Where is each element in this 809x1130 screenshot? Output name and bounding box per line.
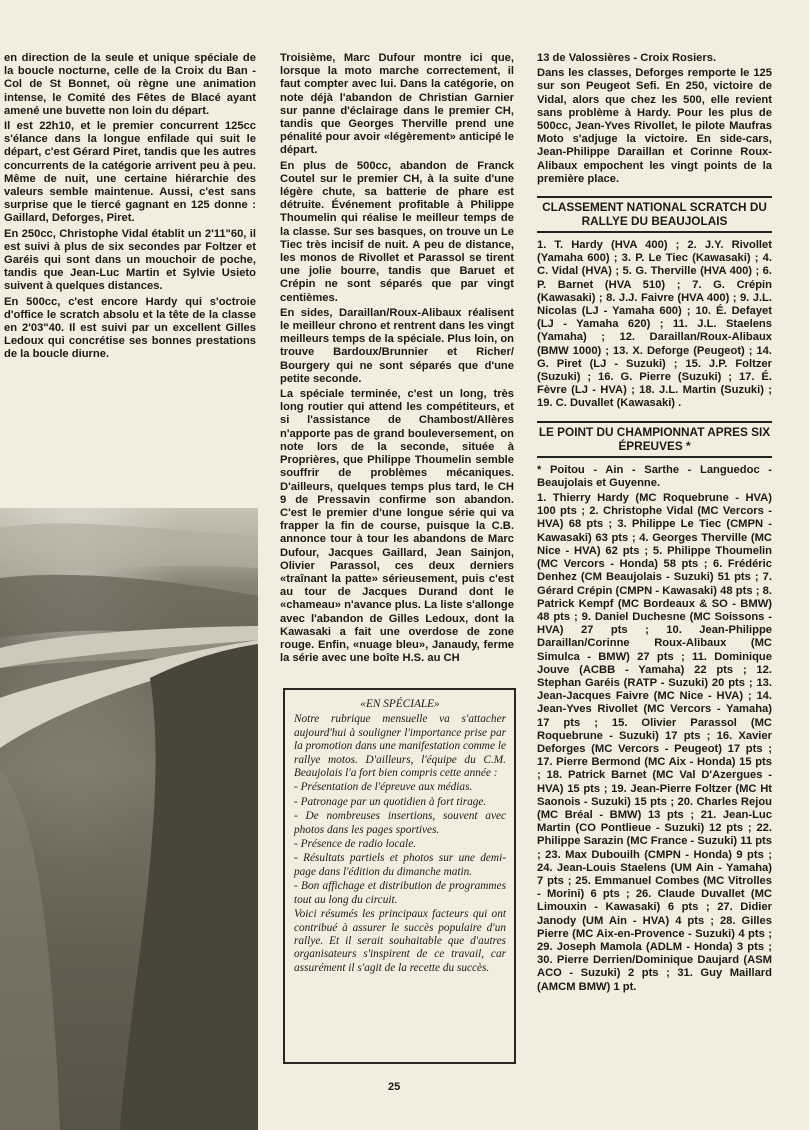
insert-paragraph: - Présentation de l'épreuve aux médias. bbox=[294, 781, 473, 794]
article-paragraph: La spéciale terminée, c'est un long, très long routier qui attend les compétiteurs, et si l'assistance de Chambost/Allères n'apporte pas de grand bouleversement, on note lors de la seconde, située à Proprières, que Philippe Thoumelin semble souffrir de problèmes mécaniques. D'ailleurs, quelques temps plus tard, le CH 9 de Pressavin confirme son abandon. C'est le premier d'une longue série qui va frapper la fin de course, puisque la C.B. annonce tour à tour les abandons de Marc Dufour, Jacques Gaillard, Jean Sainjon, Olivier Parassol, ces deux derniers «traînant la patte» sérieusement, puis c'est au tour de Jacques Durand dont le «chameau» n'avance plus. La liste s'allonge avec l'abandon de Gilles Ledoux, dont la Kawasaki a fait une overdose de zone rouge. Enfin, «nuage bleu», Janaudy, ferme la série avec une boîte H.S. au CH bbox=[280, 388, 514, 665]
insert-paragraph: Voici résumés les principaux facteurs qui ont contribué à assurer le succès populaire d'un rallye. Et il serait souhaitable que d'autres organisateurs s'inspirent de ce travail, car assurément il s'agit de la recette du succès. bbox=[294, 908, 506, 974]
article-paragraph: en direction de la seule et unique spéciale de la boucle nocturne, celle de la Croix du Ban - Col de St Bonnet, où règne une animation intense, le Comité des Fêtes de Blacé ayant amené une buvette non loin du départ. bbox=[4, 52, 256, 117]
insert-paragraph: - De nombreuses insertions, souvent avec photos dans les pages sportives. bbox=[294, 810, 506, 836]
insert-paragraph: - Résultats partiels et photos sur une demi-page dans l'édition du dimanche matin. bbox=[294, 852, 506, 878]
article-paragraph: En 250cc, Christophe Vidal établit un 2'11"60, il est suivi à plus de six secondes par Foltzer et Garéis qui sont dans un mouchoir de poche, tandis que Jean-Luc Martin et Sylvie Usieto suivent à quelques distances. bbox=[4, 227, 256, 293]
championnat-list: 1. Thierry Hardy (MC Roquebrune - HVA) 100 pts ; 2. Christophe Vidal (MC Vercors - HVA) 68 pts ; 3. Philippe Le Tiec (CMPN - Kawasaki) 63 pts ; 4. Georges Therville (MC Nice - HVA) 62 pts ; 5. Philippe Thoumelin (MC Vercors - Honda) 58 pts ; 6. Frédéric Denhez (CM Beaujolais - Suzuki) 51 pts ; 7. Gérard Crépin (CMPN - Kawasaki) 48 pts ; 8. Patrick Kempf (MC Bordeaux & SO - BMW) 48 pts ; 9. Daniel Duchesne (MC Soissons - HVA) 27 pts ; 10. Jean-Philippe Daraillan/Corinne Roux-Alibaux (MC Simulca - BMW) 27 pts ; 11. Dominique Jouve (ACBB - Yamaha) 22 pts ; 12. Stephan Garéis (RATP - Suzuki) 20 pts ; 13. Jean-Jacques Faivre (MC Nice - HVA) ; 14. Jean-Yves Rivollet (MC Vercors - Yamaha) 17 pts ; 15. Olivier Parassol (MC Roquebrune - Suzuki) 17 pts ; 16. Xavier Deforges (MC Vercors - Peugeot) 17 pts ; 17. Pierre Bermond (MC Aix - Honda) 15 pts ; 18. Patrick Barnet (MC Val D'Azergues - HVA) 15 pts ; 19. Jean-Pierre Foltzer (MC Ht Saonois - Suzuki) 15 pts ; 20. Charles Rejou (MC Bréal - BMW) 13 pts ; 21. Jean-Luc Martin (CO Pontlieue - Suzuki) 12 pts ; 22. Philippe Sarazin (MC France - Suzuki) 11 pts ; 23. Max Dubouilh (CMPN - Honda) 9 pts ; 24. Jean-Louis Staelens (UM Ain - Yamaha) 7 pts ; 25. Emmanuel Combes (MC Vitrolles - Morini) 6 pts ; 26. Claude Duvallet (MC Limouxin - Kawasaki) 6 pts ; 27. Didier Janody (UM Ain - HVA) 4 pts ; 28. Gilles Pierre (MC Aix-en-Provence - Suzuki) 4 pts ; 29. Joseph Mamola (ADLM - Honda) 3 pts ; 30. Pierre Derrien/Dominique Daujard (ASM ACO - Suzuki) 2 pts ; 31. Guy Maillard (AMCM BMW) 1 pt. bbox=[537, 492, 772, 993]
championnat-note: * Poitou - Ain - Sarthe - Languedoc - Beaujolais et Guyenne. bbox=[537, 463, 772, 489]
insert-title: «EN SPÉCIALE» bbox=[360, 698, 440, 710]
championnat-title: LE POINT DU CHAMPIONNAT APRES SIX ÉPREUVES * bbox=[537, 421, 772, 458]
article-column-1 bbox=[4, 52, 256, 364]
road-landscape-photo bbox=[0, 508, 258, 1130]
article-paragraph: En sides, Daraillan/Roux-Alibaux réalisent le meilleur chrono et rentrent dans les vingt meilleurs temps de la spéciale. Plus loin, on trouve Bardoux/Brunnier et Richer/ Bourgery qui ne sont séparés que d'une petite seconde. bbox=[280, 306, 514, 385]
page-number: 25 bbox=[388, 1081, 401, 1093]
article-column-2 bbox=[280, 52, 514, 667]
insert-paragraph: - Patronage par un quotidien à fort tirage. bbox=[294, 795, 487, 808]
article-column-3 bbox=[537, 52, 772, 996]
article-paragraph: Troisième, Marc Dufour montre ici que, lorsque la moto marche correctement, il faut compter avec lui. Dans la catégorie, on note déjà l'abandon de Christian Garnier sur panne d'éclairage dans le premier CH, tandis que Georges Therville prend une pénalité pour avoir «légèrement» anticipé le départ. bbox=[280, 52, 514, 157]
article-paragraph: En plus de 500cc, abandon de Franck Coutel sur le premier CH, à la suite d'une légère chute, sa batterie de phare est détruite. Événement profitable à Philippe Thoumelin qui réalise le meilleur temps de la classe. Sur ses basques, on trouve un Le Tiec très incisif de nuit. A peu de distance, les monos de Rivollet et Parassol se tirent une jolie bourre, tandis que Baruet et Crépin ne sont séparés que par vingt centièmes. bbox=[280, 159, 514, 304]
insert-paragraph: - Bon affichage et distribution de programmes tout au long du circuit. bbox=[294, 880, 506, 906]
insert-paragraph: - Présence de radio locale. bbox=[294, 838, 417, 851]
classement-title: CLASSEMENT NATIONAL SCRATCH DU RALLYE DU BEAUJOLAIS bbox=[537, 196, 772, 233]
article-paragraph: En 500cc, c'est encore Hardy qui s'octroie d'office le scratch absolu et la tête de la classe en 2'03"40. Il est suivi par un excellent Gilles Ledoux qui concrétise ses bonnes prestations de la boucle diurne. bbox=[4, 295, 256, 361]
article-paragraph: Il est 22h10, et le premier concurrent 125cc s'élance dans la longue enfilade qui suit le départ, c'est Gérard Piret, tandis que les autres concurrents de la catégorie arrivent peu à peu. Même de nuit, une certaine hiérarchie des valeurs semble maintenue. Aussi, c'est sans surprise que le tiercé gagnant en 125 donne : Gaillard, Deforges, Piret. bbox=[4, 120, 256, 225]
en-speciale-insert bbox=[283, 688, 516, 1064]
article-paragraph: 13 de Valossières - Croix Rosiers. bbox=[537, 52, 717, 64]
classement-list: 1. T. Hardy (HVA 400) ; 2. J.Y. Rivollet (Yamaha 600) ; 3. P. Le Tiec (Kawasaki) ; 4. C. Vidal (HVA) ; 5. G. Therville (HVA 400) ; 6. P. Barnet (HVA 510) ; 7. G. Crépin (Kawasaki) ; 8. J.J. Faivre (HVA 400) ; 9. J.L. Nicolas (LJ - Yamaha 600) ; 10. É. Defayet (LJ - Yamaha 620) ; 11. J.L. Staelens (Yamaha) ; 12. Daraillan/Roux-Alibaux (BMW 1000) ; 13. X. Deforge (Peugeot) ; 14. G. Piret (LJ - Suzuki) ; 15. J.P. Foltzer (Suzuki) ; 16. G. Pierre (Suzuki) ; 17. É. Fèvre (LJ - HVA) ; 18. J.L. Martin (Suzuki) ; 19. C. Duvallet (Kawasaki) . bbox=[537, 239, 772, 410]
insert-paragraph: Notre rubrique mensuelle va s'attacher aujourd'hui à souligner l'importance prise par la promotion dans une manifestation comme le rallye motos. D'ailleurs, l'équipe du C.M. Beaujolais l'a fort bien compris cette année : bbox=[294, 713, 506, 780]
road-landscape-drawing bbox=[0, 508, 258, 1130]
article-paragraph: Dans les classes, Deforges remporte le 125 sur son Peugeot Sefi. En 250, victoire de Vidal, alors que chez les 500, elle revient sans problème à Hardy. Pour les plus de 500cc, Jean-Yves Rivollet, le pilote Maufras Moto s'adjuge la victoire. En side-cars, Jean-Philippe Daraillan et Corinne Roux-Alibaux empochent les vingt points de la première place. bbox=[537, 67, 772, 185]
